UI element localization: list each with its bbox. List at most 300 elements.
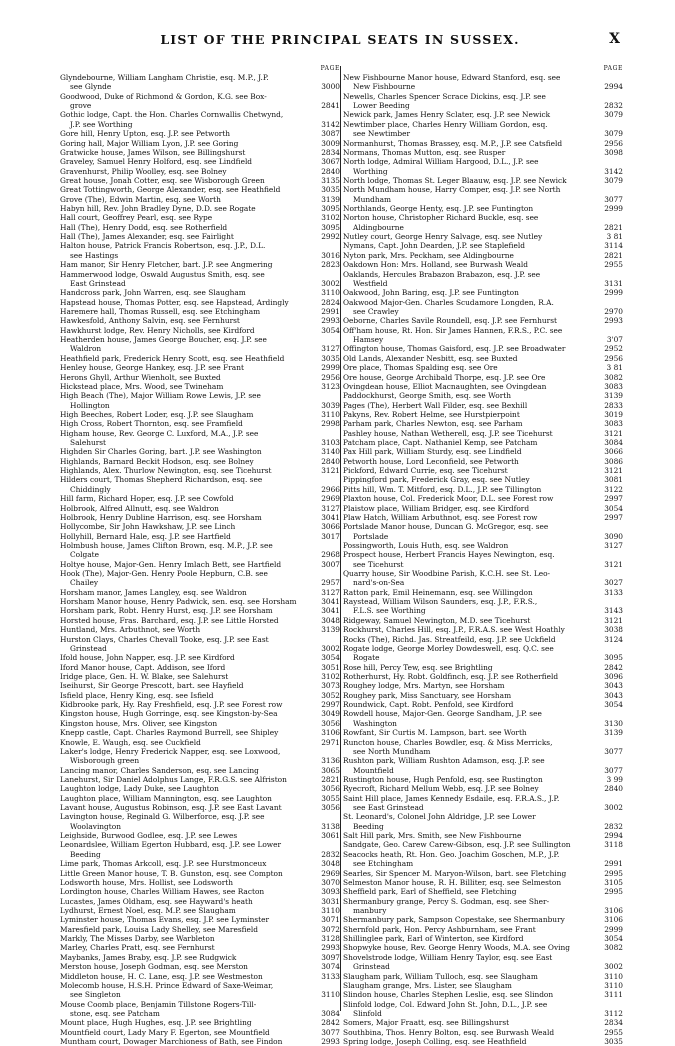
index-entry-line — [343, 279, 623, 288]
entry-text: see Ticehurst — [353, 559, 404, 569]
page-reference: 2832 — [604, 821, 623, 831]
index-entry-line — [60, 850, 340, 859]
entry-text: Rocks (The), Richd. Jas. Streatfeild, esq. J.P. see Uckfield — [343, 634, 556, 644]
index-entry-line — [60, 110, 340, 119]
entry-text: Hawkesfold, Anthony Salvin, esq. see Fernhurst — [60, 316, 240, 326]
entry-text: Ryecroft, Richard Mellum Webb, esq. J.P. see Bolney — [343, 784, 539, 794]
index-entry-line — [60, 953, 340, 962]
entry-text: Runcton house, Charles Bowdler, esq. & Miss Merricks, — [343, 737, 553, 747]
page-reference: 3110 — [321, 905, 340, 915]
entry-text: High Beeches, Robert Loder, esq. J.P. see Slaugham — [60, 409, 254, 419]
index-entry-line — [343, 606, 623, 615]
page-reference: 3084 — [604, 438, 623, 448]
entry-text: Goring hall, Major William Lyon, J.P. see Goring — [60, 138, 239, 148]
page-reference: 2955 — [604, 1027, 623, 1037]
page-reference: 3054 — [604, 934, 623, 944]
entry-text: Somers, Major Fraatt, esq. see Billingshurst — [343, 1018, 510, 1028]
index-entry-line — [60, 990, 340, 999]
page-reference: 3041 — [321, 597, 340, 607]
page-reference: 3056 — [321, 784, 340, 794]
page-reference: 3035 — [604, 1037, 623, 1046]
page-reference: 2952 — [604, 344, 623, 354]
page-reference: 2957 — [321, 578, 340, 588]
entry-text: Slindon house, Charles Stephen Leslie, esq. see Slindon — [343, 990, 554, 1000]
entry-text: Ovingdean house, Elliot Macnaughten, see Ovingdean — [343, 381, 547, 391]
entry-text: Rushton park, William Rushton Adamson, esq. J.P. see — [343, 756, 545, 766]
index-entry-line — [60, 709, 340, 718]
entry-text: manbury — [353, 905, 387, 915]
page-reference: 3074 — [321, 962, 340, 972]
index-entry-line — [343, 934, 623, 943]
page-reference: 3105 — [604, 877, 623, 887]
page-reference: 2970 — [604, 306, 623, 316]
entry-text: Ifold house, John Napper, esq. J.P. see Kirdford — [60, 653, 235, 663]
entry-text: Ore house, George Archibald Thorpe, esq. J.P. see Ore — [343, 372, 546, 382]
page-reference: 2832 — [321, 849, 340, 859]
entry-text: Lyminster house, Thomas Evans, esq. J.P. see Lyminster — [60, 915, 270, 925]
page-reference: 3110 — [604, 971, 623, 981]
entry-text: Hall (The), Henry Dodd, esq. see Rotherfield — [60, 222, 228, 232]
entry-text: Rose hill, Percy Tew, esq. see Brightling — [343, 662, 493, 672]
entry-text: Selmeston Manor house, R. H. Billiter, esq. see Selmeston — [343, 877, 562, 887]
page-reference: 3106 — [604, 905, 623, 915]
page-reference: 3066 — [321, 522, 340, 532]
entry-text: Hall (The), James Alexander, esq. see Fairlight — [60, 232, 234, 242]
index-entry-line — [60, 213, 340, 222]
page-reference: 2842 — [604, 662, 623, 672]
index-entry-line — [60, 410, 340, 419]
index-entry-line — [60, 513, 340, 522]
page-reference: 3055 — [321, 793, 340, 803]
index-entry-line — [60, 475, 340, 484]
entry-text: Knepp castle, Capt. Charles Raymond Burrell, see Shipley — [60, 728, 279, 738]
page-reference: 3118 — [604, 840, 623, 850]
entry-text: Great house, Jonah Cotter, esq. see Wisborough Green — [60, 175, 265, 185]
entry-text: Plaxton house, Col. Frederick Moor, D.L. see Forest row — [343, 494, 554, 504]
index-entry-line — [60, 644, 340, 653]
index-entry-line — [60, 653, 340, 662]
entry-text: High Beach (The), Major William Rowe Lewis, J.P. see — [60, 391, 261, 401]
index-entry-line — [343, 419, 623, 428]
entry-text: Hickstead place, Mrs. Wood, see Twineham — [60, 381, 224, 391]
index-entry-line — [343, 110, 623, 119]
index-entry-line — [343, 288, 623, 297]
index-entry-line — [60, 756, 340, 765]
entry-text: see Crawley — [353, 306, 399, 316]
page-reference: 3095 — [321, 222, 340, 232]
index-entry-line — [60, 925, 340, 934]
page-reference: 3007 — [321, 559, 340, 569]
entry-text: Leonardslee, William Egerton Hubbard, esq. J.P. see Lower — [60, 840, 282, 850]
index-entry-line — [343, 681, 623, 690]
entry-text: Oakwood, John Baring, esq. J.P. see Funtington — [343, 288, 519, 298]
entry-text: Oakdown Hon: Mrs. Holland, see Burwash Weald — [343, 260, 528, 270]
page-reference: 2994 — [604, 82, 623, 92]
index-entry-line — [343, 148, 623, 157]
entry-text: Raystead, William Wilson Saunders, esq. J.P., F.R.S., — [343, 597, 538, 607]
entry-text: Northlands, George Henty, esq. J.P. see Funtington — [343, 204, 534, 214]
index-entry-line — [343, 204, 623, 213]
entry-text: Shovelstrode lodge, William Henry Taylor, esq. see East — [343, 952, 553, 962]
page-reference: 3041 — [321, 606, 340, 616]
index-entry-line — [343, 756, 623, 765]
page-reference: 3102 — [321, 672, 340, 681]
index-entry-line — [343, 504, 623, 513]
index-entry-line — [343, 663, 623, 672]
index-entry-line — [343, 223, 623, 232]
entry-text: Pages (The), Herbert Wall Filder, esq. see Bexhill — [343, 400, 528, 410]
page-reference: 3 81 — [606, 363, 623, 373]
entry-text: Parham park, Charles Newton, esq. see Parham — [343, 419, 523, 429]
entry-text: Beeding — [70, 849, 101, 859]
page-reference: 3077 — [604, 765, 623, 775]
index-entry-line — [343, 943, 623, 952]
right-column — [343, 64, 623, 1046]
entry-text: Goodwood, Duke of Richmond & Gordon, K.G. see Box- — [60, 91, 267, 101]
page-reference: 2834 — [604, 1018, 623, 1028]
entry-text: Muntham court, Dowager Marchioness of Bath, see Findon — [60, 1037, 283, 1046]
page-reference: 2995 — [604, 868, 623, 878]
index-entry-line — [343, 120, 623, 129]
index-entry-line — [343, 803, 623, 812]
index-entry-line — [60, 859, 340, 868]
entry-text: Merston house, Joseph Godman, esq. see Merston — [60, 962, 248, 972]
index-entry-line — [343, 167, 623, 176]
page-reference: 2969 — [321, 494, 340, 504]
entry-text: Holmbush house, James Clifton Brown, esq. M.P., J.P. see — [60, 540, 273, 550]
page-reference: 3095 — [321, 204, 340, 214]
index-entry-line — [60, 794, 340, 803]
index-entry-line — [60, 401, 340, 410]
index-entry-line — [343, 700, 623, 709]
index-entry-line — [60, 316, 340, 325]
page-number: X — [609, 31, 620, 47]
index-entry-line — [343, 1009, 623, 1018]
page-reference: 3112 — [604, 1008, 623, 1018]
page-reference: 3127 — [604, 540, 623, 550]
index-entry-line — [60, 532, 340, 541]
index-entry-line — [60, 307, 340, 316]
entry-text: Hammerwood lodge, Oswald Augustus Smith, esq. see — [60, 269, 265, 279]
entry-text: New Fishbourne — [353, 82, 416, 92]
page-reference: 3048 — [321, 859, 340, 869]
entry-text: Holbrook, Henry Dubline Harrison, esq. see Horsham — [60, 512, 262, 522]
entry-text: Paddockhurst, George Smith, esq. see Worth — [343, 391, 511, 401]
entry-text: Iford Manor house, Capt. Addison, see Iford — [60, 662, 226, 672]
index-entry-line — [60, 223, 340, 232]
index-entry-line — [343, 391, 623, 400]
entry-text: Pakyns, Rev. Robert Helme, see Hurstpierpoint — [343, 409, 520, 419]
page-reference: 3110 — [321, 990, 340, 1000]
index-entry-line — [60, 288, 340, 297]
entry-text: Southbina, Thos. Henry Bolton, esq. see Burwash Weald — [343, 1027, 555, 1037]
entry-text: grove — [70, 101, 92, 111]
index-entry-line — [60, 120, 340, 129]
entry-text: Ore place, Thomas Spalding esq. see Ore — [343, 363, 498, 373]
page-reference: 2993 — [321, 1037, 340, 1046]
entry-text: Shernfold park, Hon. Percy Ashburnham, see Frant — [343, 924, 536, 934]
page-reference: 3130 — [604, 718, 623, 728]
entry-text: Beeding — [353, 821, 384, 831]
index-entry-line — [343, 719, 623, 728]
entry-text: East Grinstead — [70, 278, 126, 288]
index-entry-line — [60, 157, 340, 166]
page-reference: 2821 — [604, 222, 623, 232]
index-entry-line — [60, 869, 340, 878]
page-reference: 2966 — [321, 484, 340, 494]
index-entry-line — [60, 185, 340, 194]
page-reference: 3096 — [604, 672, 623, 681]
entry-text: Little Green Manor house, T. B. Gunston, esq. see Compton — [60, 868, 283, 878]
entry-text: Heathfield park, Frederick Henry Scott, esq. see Heathfield — [60, 353, 285, 363]
page-reference: 3143 — [604, 606, 623, 616]
index-entry-line — [60, 298, 340, 307]
index-entry-line — [343, 335, 623, 344]
index-entry-line — [60, 578, 340, 587]
entry-text: Pax Hill park, William Sturdy, esq. see Lindfield — [343, 447, 522, 457]
entry-text: Hawkhurst lodge, Rev. Henry Nicholls, see Kirdford — [60, 325, 255, 335]
page-reference: 3131 — [604, 278, 623, 288]
entry-text: Highden Sir Charles Goring, bart. J.P. see Washington — [60, 447, 262, 457]
index-entry-line — [60, 943, 340, 952]
entry-text: Gratwicke house, James Wilson, see Billingshurst — [60, 147, 246, 157]
page-reference: 3 81 — [606, 232, 623, 242]
entry-text: Colgate — [70, 550, 99, 560]
page-reference: 3139 — [321, 625, 340, 635]
index-entry-line — [343, 522, 623, 531]
entry-text: Rowdell house, Major-Gen. George Sandham, J.P. see — [343, 709, 542, 719]
entry-text: Sandgate, Geo. Carew Carew-Gibson, esq. J.P. see Sullington — [343, 840, 571, 850]
index-entry-line — [343, 906, 623, 915]
index-entry-line — [60, 681, 340, 690]
entry-text: Henley house, George Hankey, esq. J.P. see Frant — [60, 363, 244, 373]
page-reference: 3 99 — [606, 774, 623, 784]
index-entry-line — [343, 232, 623, 241]
page-reference: 3054 — [321, 325, 340, 335]
index-entry-line — [60, 719, 340, 728]
index-entry-line — [60, 887, 340, 896]
page-reference: 2995 — [604, 887, 623, 897]
index-entry-line — [343, 241, 623, 250]
index-entry-line — [343, 738, 623, 747]
page-reference: 3121 — [321, 466, 340, 476]
index-entry-line — [343, 513, 623, 522]
index-entry-line — [343, 878, 623, 887]
index-entry-line — [343, 129, 623, 138]
page-reference: 2999 — [321, 363, 340, 373]
entry-text: Rogate — [353, 653, 380, 663]
entry-text: Lancing manor, Charles Sanderson, esq. see Lancing — [60, 765, 259, 775]
entry-text: Lavington house, Reginald G. Wilberforce, esq. J.P. see — [60, 812, 265, 822]
page-reference: 3079 — [604, 175, 623, 185]
entry-text: Iridge place, Gen. H. W. Blake, see Salehurst — [60, 672, 229, 681]
index-entry-line — [343, 532, 623, 541]
page-reference: 2969 — [321, 868, 340, 878]
entry-text: Iseihurst, Sir George Prescott, bart. see Hayfield — [60, 681, 244, 691]
page-reference: 3128 — [321, 934, 340, 944]
index-entry-line — [343, 794, 623, 803]
page-reference: 3039 — [321, 400, 340, 410]
entry-text: Nyton park, Mrs. Peckham, see Aldingbourne — [343, 250, 514, 260]
entry-text: New Fishbourne Manor house, Edward Stanford, esq. see — [343, 73, 561, 82]
page-reference: 3127 — [321, 503, 340, 513]
entry-text: Kingston house, Hugh Gorringe, esq. see Kingston-by-Sea — [60, 709, 278, 719]
entry-text: Hollyhill, Bernard Hale, esq. J.P. see Hartfield — [60, 531, 231, 541]
page-reference: 3002 — [321, 643, 340, 653]
index-entry-line — [343, 429, 623, 438]
index-entry-line — [60, 606, 340, 615]
page-reference: 2956 — [321, 372, 340, 382]
index-entry-line — [60, 457, 340, 466]
index-entry-line — [60, 195, 340, 204]
index-entry-line — [343, 1000, 623, 1009]
page-reference: 2997 — [604, 512, 623, 522]
page-reference: 2824 — [321, 297, 340, 307]
page-reference: 3016 — [321, 250, 340, 260]
page-reference: 3049 — [321, 709, 340, 719]
index-entry-line — [343, 775, 623, 784]
index-entry-line — [60, 541, 340, 550]
entry-text: Hamsey — [353, 335, 384, 345]
index-entry-line — [60, 391, 340, 400]
entry-text: Laughton lodge, Lady Duke, see Laughton — [60, 784, 219, 794]
index-entry-line — [60, 775, 340, 784]
page-reference: 2997 — [604, 494, 623, 504]
page-reference: 3035 — [321, 185, 340, 195]
index-entry-line — [343, 466, 623, 475]
entry-text: Oaklands, Hercules Brabazon Brabazon, esq. J.P. see — [343, 269, 541, 279]
entry-text: Ratton park, Emil Heinemann, esq. see Willingdon — [343, 587, 533, 597]
entry-text: Newells, Charles Spencer Scrace Dickins, esq. J.P. see — [343, 91, 546, 101]
page-reference: 3072 — [321, 924, 340, 934]
page-reference: 2999 — [604, 288, 623, 298]
entry-text: Oakwood Major-Gen. Charles Scudamore Longden, R.A. — [343, 297, 554, 307]
index-entry-line — [60, 1028, 340, 1037]
entry-text: Mountfield — [353, 765, 394, 775]
page-reference: 2841 — [321, 101, 340, 111]
page-reference: 3083 — [604, 381, 623, 391]
index-entry-line — [343, 766, 623, 775]
entry-text: see East Grinstead — [353, 803, 424, 813]
page-reference: 2840 — [321, 456, 340, 466]
index-entry-line — [343, 363, 623, 372]
entry-text: Habyn hill, Rev. John Bradley Dyne, D.D. see Rogate — [60, 204, 256, 214]
index-entry-line — [60, 840, 340, 849]
page-reference: 2999 — [604, 204, 623, 214]
entry-text: Pippingford park, Frederick Gray, esq. see Nutley — [343, 475, 530, 485]
page-reference: 3135 — [321, 175, 340, 185]
page-reference: 3084 — [321, 1008, 340, 1018]
entry-text: Grinstead — [353, 962, 390, 972]
page-reference: 3002 — [604, 962, 623, 972]
page-reference: 2840 — [604, 784, 623, 794]
index-entry-line — [343, 597, 623, 606]
entry-text: see Etchingham — [353, 859, 414, 869]
page-reference: 3052 — [321, 690, 340, 700]
entry-text: Patcham place, Capt. Nathaniel Kemp, see Patcham — [343, 438, 538, 448]
page-reference: 3106 — [321, 728, 340, 738]
index-entry-line — [343, 354, 623, 363]
page-reference: 2823 — [321, 260, 340, 270]
entry-text: Horsham Manor house, Henry Padwick, sen. esq. see Horsham — [60, 597, 297, 607]
index-entry-line — [343, 981, 623, 990]
entry-text: Holtye house, Major-Gen. Henry Imlach Bett, see Hartfield — [60, 559, 282, 569]
page-reference: 3070 — [321, 877, 340, 887]
index-entry-line — [60, 251, 340, 260]
page-reference: 3056 — [321, 803, 340, 813]
index-entry-line — [60, 962, 340, 971]
entry-text: Chailey — [70, 578, 99, 588]
page-column-label: PAGE — [320, 65, 340, 72]
entry-text: Slaugham grange, Mrs. Lister, see Slaugham — [343, 980, 512, 990]
index-entry-line — [343, 869, 623, 878]
page-reference: 3019 — [604, 409, 623, 419]
index-entry-line — [343, 344, 623, 353]
page-reference: 3121 — [604, 428, 623, 438]
entry-text: Lodsworth house, Mrs. Hollist, see Lodsworth — [60, 877, 233, 887]
entry-text: Prospect house, Herbert Francis Hayes Newington, esq. — [343, 550, 555, 560]
entry-text: Washington — [353, 718, 397, 728]
index-entry-line — [343, 616, 623, 625]
page-reference: 3043 — [604, 681, 623, 691]
page-reference: 2821 — [321, 774, 340, 784]
page-reference: 3077 — [604, 194, 623, 204]
index-entry-line — [343, 410, 623, 419]
entry-text: Hurston Clays, Charles Chevall Tooke, esq. J.P. see East — [60, 634, 269, 644]
page-reference: 2993 — [321, 943, 340, 953]
entry-text: Horsham manor, James Langley, esq. see Waldron — [60, 587, 247, 597]
page-reference: 3071 — [321, 915, 340, 925]
index-entry-line — [60, 204, 340, 213]
index-entry-line — [60, 597, 340, 606]
page-reference: 3061 — [321, 831, 340, 841]
index-entry-line — [343, 1037, 623, 1046]
entry-text: Pashley house, Nathan Wetherell, esq. J.P. see Ticehurst — [343, 428, 553, 438]
index-entry-line — [60, 588, 340, 597]
page-reference: 3081 — [604, 475, 623, 485]
page-reference: 3103 — [321, 438, 340, 448]
index-entry-line — [60, 241, 340, 250]
entry-text: Glyndebourne, William Langham Christie, esq. M.P., J.P. — [60, 73, 269, 82]
index-entry-line — [343, 990, 623, 999]
entry-text: Holbrook, Alfred Allnutt, esq. see Waldron — [60, 503, 219, 513]
page-reference: 3139 — [321, 194, 340, 204]
entry-text: Gore hill, Henry Upton, esq. J.P. see Petworth — [60, 129, 231, 139]
entry-text: Plaistow place, William Bridger, esq. see Kirdford — [343, 503, 530, 513]
page-reference: 3086 — [604, 456, 623, 466]
entry-text: Spring lodge, Joseph Colling, esq. see Heathfield — [343, 1037, 527, 1046]
page-title: LIST OF THE PRINCIPAL SEATS IN SUSSEX. — [160, 32, 520, 47]
index-entry-line — [60, 373, 340, 382]
entry-text: Woolavington — [70, 821, 121, 831]
page-reference: 2998 — [321, 419, 340, 429]
index-entry-line — [60, 522, 340, 531]
entry-text: Waldron — [70, 344, 102, 354]
entry-text: Halton house, Patrick Francis Robertson, esq. J.P., D.L. — [60, 241, 266, 251]
entry-text: Roughey park, Miss Sanctuary, see Horsham — [343, 690, 512, 700]
index-entry-line — [343, 457, 623, 466]
entry-text: Highlands, Alex. Thurlow Newington, esq. see Ticehurst — [60, 466, 272, 476]
entry-text: Mundham — [353, 194, 391, 204]
page-reference: 2991 — [321, 306, 340, 316]
index-entry-line — [343, 691, 623, 700]
page-reference: 2834 — [321, 147, 340, 157]
page-reference: 3122 — [604, 484, 623, 494]
page-reference: 3139 — [604, 728, 623, 738]
index-entry-line — [60, 260, 340, 269]
entry-text: Hollington — [70, 400, 110, 410]
entry-text: Leighside, Burwood Godlee, esq. J.P. see Lewes — [60, 831, 238, 841]
